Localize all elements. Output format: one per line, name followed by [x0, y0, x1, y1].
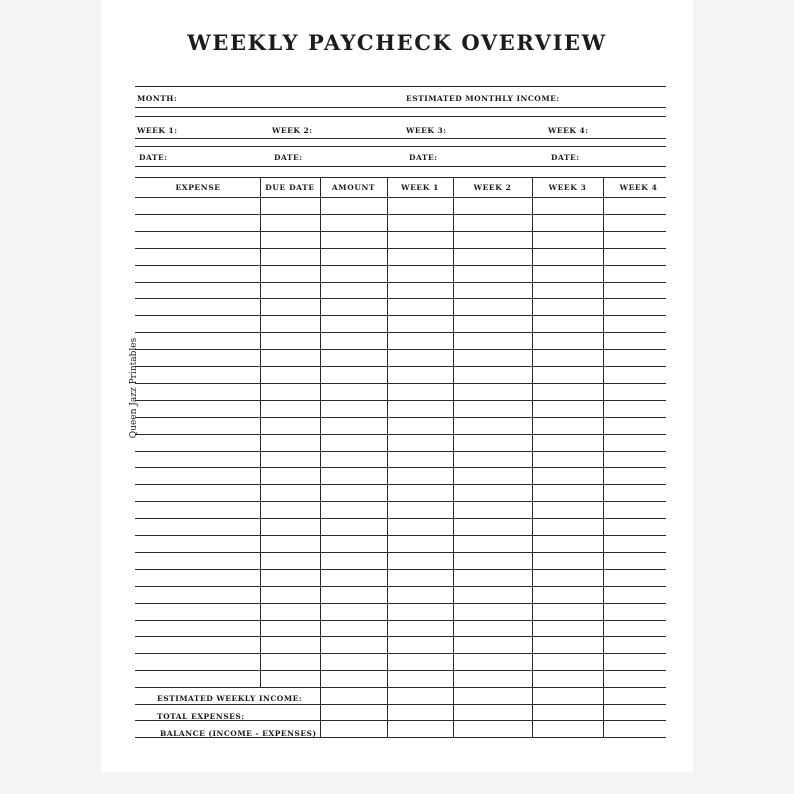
rule	[135, 138, 666, 139]
table-rule	[135, 653, 666, 654]
table-rule	[135, 586, 666, 587]
week3-label: WEEK 3:	[406, 126, 447, 135]
col-header-week1: WEEK 1	[401, 183, 439, 192]
brand-watermark: Queen Jazz Printables	[129, 337, 139, 439]
date4-label: DATE:	[551, 153, 580, 162]
col-header-amount: AMOUNT	[331, 183, 376, 192]
table-rule	[135, 552, 666, 553]
table-rule	[135, 231, 666, 232]
estimated-weekly-income-label: ESTIMATED WEEKLY INCOME:	[157, 694, 303, 703]
col-header-due-date: DUE DATE	[265, 183, 315, 192]
col-header-week3: WEEK 3	[548, 183, 587, 192]
table-rule	[135, 535, 666, 536]
table-rule	[135, 177, 666, 178]
table-rule	[135, 704, 666, 705]
table-rule	[135, 636, 666, 637]
table-rule	[135, 265, 666, 266]
date3-label: DATE:	[409, 153, 438, 162]
table-rule	[135, 197, 666, 198]
table-rule	[135, 620, 666, 621]
table-rule	[135, 467, 666, 468]
table-rule	[135, 603, 666, 604]
table-rule	[135, 501, 666, 502]
table-column-rule	[387, 177, 388, 737]
table-rule	[135, 366, 666, 367]
table-rule	[135, 434, 666, 435]
table-rule	[135, 670, 666, 671]
table-rule	[135, 298, 666, 299]
table-rule	[135, 349, 666, 350]
table-rule	[135, 248, 666, 249]
table-rule	[135, 484, 666, 485]
table-column-rule	[603, 177, 604, 737]
table-rule	[135, 400, 666, 401]
rule	[135, 146, 666, 147]
col-header-expense: EXPENSE	[175, 183, 221, 192]
col-header-week2: WEEK 2	[473, 183, 512, 192]
week4-label: WEEK 4:	[548, 126, 589, 135]
page-title: WEEKLY PAYCHECK OVERVIEW	[187, 30, 607, 55]
table-rule	[135, 383, 666, 384]
table-column-rule	[320, 177, 321, 737]
table-rule	[135, 315, 666, 316]
table-rule	[135, 417, 666, 418]
rule	[135, 116, 666, 117]
date2-label: DATE:	[274, 153, 303, 162]
table-rule	[135, 687, 666, 688]
table-column-rule	[532, 177, 533, 737]
balance-label: BALANCE (INCOME - EXPENSES)	[160, 729, 317, 738]
table-rule	[135, 282, 666, 283]
table-rule	[135, 518, 666, 519]
table-rule	[135, 214, 666, 215]
table-rule	[135, 332, 666, 333]
total-expenses-label: TOTAL EXPENSES:	[157, 712, 245, 721]
rule	[135, 107, 666, 108]
table-rule	[135, 451, 666, 452]
table-column-rule	[453, 177, 454, 737]
rule	[135, 86, 666, 87]
col-header-week4: WEEK 4	[619, 183, 658, 192]
rule	[135, 166, 666, 167]
month-label: MONTH:	[137, 94, 178, 103]
estimated-monthly-income-label: ESTIMATED MONTHLY INCOME:	[406, 94, 560, 103]
week2-label: WEEK 2:	[272, 126, 313, 135]
week1-label: WEEK 1:	[137, 126, 178, 135]
date1-label: DATE:	[139, 153, 168, 162]
table-column-rule	[260, 177, 261, 687]
table-rule	[135, 569, 666, 570]
